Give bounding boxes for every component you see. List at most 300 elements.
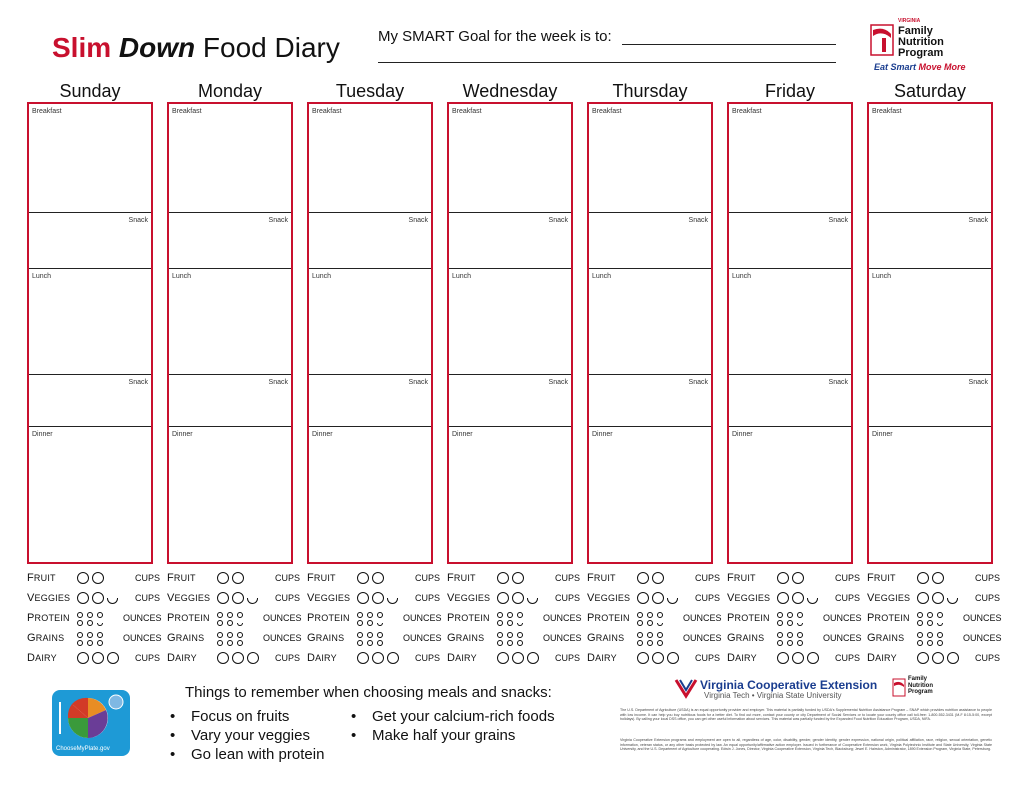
tuesday-breakfast-entry-0[interactable] bbox=[309, 104, 431, 212]
friday-snack-entry-1[interactable] bbox=[729, 212, 851, 268]
serving-circle[interactable] bbox=[227, 632, 233, 638]
serving-circle[interactable] bbox=[227, 640, 233, 646]
snack-label: Snack bbox=[828, 217, 848, 224]
tracker-unit-label: CUPS bbox=[135, 593, 161, 603]
serving-half-circle[interactable] bbox=[657, 623, 663, 626]
day-box-friday bbox=[727, 102, 853, 564]
breakfast-label: Breakfast bbox=[732, 108, 762, 115]
thursday-tracker-protein bbox=[587, 612, 721, 628]
saturday-tracker-protein bbox=[867, 612, 1001, 628]
saturday-tracker-grains bbox=[867, 632, 1001, 648]
serving-circle[interactable] bbox=[367, 640, 373, 646]
tracker-unit-label: CUPS bbox=[695, 573, 721, 583]
tracker-category-label: VEGGIES bbox=[447, 592, 491, 604]
serving-circle[interactable] bbox=[932, 572, 944, 584]
snack-label: Snack bbox=[128, 217, 148, 224]
tracker-unit-label: CUPS bbox=[135, 653, 161, 663]
serving-circle[interactable] bbox=[507, 612, 513, 618]
tuesday-snack-entry-1[interactable] bbox=[309, 212, 431, 268]
saturday-tracker-veggies bbox=[867, 592, 1001, 608]
serving-circle[interactable] bbox=[377, 632, 383, 638]
vce-fnp-swoosh-icon bbox=[892, 678, 906, 698]
serving-circle[interactable] bbox=[797, 612, 803, 618]
thursday-tracker-veggies bbox=[587, 592, 721, 608]
serving-circle[interactable] bbox=[657, 640, 663, 646]
serving-half-circle[interactable] bbox=[247, 598, 258, 604]
wednesday-lunch-entry-2[interactable] bbox=[449, 268, 571, 374]
monday-tracker-fruit bbox=[167, 572, 301, 588]
serving-circle[interactable] bbox=[497, 592, 509, 604]
day-box-thursday bbox=[587, 102, 713, 564]
serving-circle[interactable] bbox=[217, 592, 229, 604]
serving-half-circle[interactable] bbox=[937, 623, 943, 626]
tracker-category-label: DAIRY bbox=[727, 652, 757, 664]
snack-label: Snack bbox=[548, 217, 568, 224]
tracker-category-label: DAIRY bbox=[27, 652, 57, 664]
breakfast-label: Breakfast bbox=[312, 108, 342, 115]
snack-label: Snack bbox=[548, 379, 568, 386]
thursday-tracker-fruit bbox=[587, 572, 721, 588]
saturday-snack-entry-1[interactable] bbox=[869, 212, 991, 268]
snack-label: Snack bbox=[968, 217, 988, 224]
serving-circle[interactable] bbox=[217, 652, 229, 664]
serving-circle[interactable] bbox=[77, 632, 83, 638]
serving-circle[interactable] bbox=[647, 612, 653, 618]
tracker-unit-label: CUPS bbox=[275, 593, 301, 603]
monday-snack-entry-3[interactable] bbox=[169, 374, 291, 426]
sunday-snack-entry-3[interactable] bbox=[29, 374, 151, 426]
serving-circle[interactable] bbox=[92, 572, 104, 584]
serving-half-circle[interactable] bbox=[807, 598, 818, 604]
tracker-category-label: PROTEIN bbox=[27, 612, 70, 624]
tracker-category-label: PROTEIN bbox=[587, 612, 630, 624]
serving-circle[interactable] bbox=[497, 652, 509, 664]
serving-circle[interactable] bbox=[797, 632, 803, 638]
fnp-slogan-move-more: Move More bbox=[918, 62, 966, 72]
serving-circle[interactable] bbox=[932, 592, 944, 604]
friday-tracker-dairy bbox=[727, 652, 861, 668]
serving-circle[interactable] bbox=[232, 652, 244, 664]
serving-circle[interactable] bbox=[92, 592, 104, 604]
serving-circle[interactable] bbox=[227, 620, 233, 626]
serving-circle[interactable] bbox=[372, 572, 384, 584]
tracker-category-label: FRUIT bbox=[27, 572, 56, 584]
wednesday-breakfast-entry-0[interactable] bbox=[449, 104, 571, 212]
serving-circle[interactable] bbox=[512, 592, 524, 604]
serving-circle[interactable] bbox=[357, 640, 363, 646]
tracker-unit-label: OUNCES bbox=[263, 633, 302, 643]
friday-tracker-protein bbox=[727, 612, 861, 628]
serving-circle[interactable] bbox=[787, 612, 793, 618]
lunch-label: Lunch bbox=[312, 273, 332, 280]
serving-circle[interactable] bbox=[87, 620, 93, 626]
serving-circle[interactable] bbox=[377, 612, 383, 618]
lunch-label: Lunch bbox=[732, 273, 752, 280]
tracker-unit-label: CUPS bbox=[555, 653, 581, 663]
serving-circle[interactable] bbox=[777, 572, 789, 584]
serving-circle[interactable] bbox=[647, 640, 653, 646]
snack-label: Snack bbox=[968, 379, 988, 386]
tracker-category-label: PROTEIN bbox=[727, 612, 770, 624]
serving-circle[interactable] bbox=[657, 632, 663, 638]
wednesday-tracker-protein bbox=[447, 612, 581, 628]
tuesday-dinner-entry-4[interactable] bbox=[309, 426, 431, 566]
serving-circle[interactable] bbox=[497, 572, 509, 584]
serving-circle[interactable] bbox=[77, 620, 83, 626]
serving-circle[interactable] bbox=[917, 572, 929, 584]
friday-breakfast-entry-0[interactable] bbox=[729, 104, 851, 212]
serving-circle[interactable] bbox=[517, 612, 523, 618]
thursday-snack-entry-3[interactable] bbox=[589, 374, 711, 426]
wednesday-tracker-grains bbox=[447, 632, 581, 648]
monday-snack-entry-1[interactable] bbox=[169, 212, 291, 268]
wednesday-tracker-fruit bbox=[447, 572, 581, 588]
smart-goal-line-2[interactable] bbox=[378, 62, 836, 63]
saturday-snack-entry-3[interactable] bbox=[869, 374, 991, 426]
title-slim: Slim bbox=[52, 32, 112, 63]
serving-circle[interactable] bbox=[497, 632, 503, 638]
vce-mark-icon bbox=[674, 676, 698, 700]
serving-circle[interactable] bbox=[777, 620, 783, 626]
day-box-monday bbox=[167, 102, 293, 564]
tracker-category-label: FRUIT bbox=[307, 572, 336, 584]
tuesday-snack-entry-3[interactable] bbox=[309, 374, 431, 426]
tracker-category-label: FRUIT bbox=[167, 572, 196, 584]
monday-tracker-dairy bbox=[167, 652, 301, 668]
monday-breakfast-entry-0[interactable] bbox=[169, 104, 291, 212]
serving-circle[interactable] bbox=[787, 620, 793, 626]
saturday-dinner-entry-4[interactable] bbox=[869, 426, 991, 566]
serving-half-circle[interactable] bbox=[527, 598, 538, 604]
serving-circle[interactable] bbox=[917, 652, 929, 664]
serving-half-circle[interactable] bbox=[107, 598, 118, 604]
serving-half-circle[interactable] bbox=[97, 623, 103, 626]
breakfast-label: Breakfast bbox=[592, 108, 622, 115]
serving-circle[interactable] bbox=[917, 592, 929, 604]
serving-circle[interactable] bbox=[777, 632, 783, 638]
serving-circle[interactable] bbox=[217, 632, 223, 638]
serving-circle[interactable] bbox=[927, 620, 933, 626]
fine-print-usda: The U.S. Department of Agriculture (USDA) is an equal opportunity provider and employer. This material is partially funded by USDA's Supplemental Nutrition Assistance Program – SNAP which provides nutrition assistance to people with low income. It can help you buy nutritious foods for a better diet. To find out more, contact your county or city Department of Social Services or to locate your county office call toll-free: 1-800-552-3431 (M-F 8:15-5:00, except holidays). By calling your local DSS office, you can get other useful information about services. This material was partially funded by the Expanded Food Nutrition Education Program, USDA, NIFA. bbox=[620, 708, 992, 721]
serving-circle[interactable] bbox=[507, 632, 513, 638]
wednesday-tracker-veggies bbox=[447, 592, 581, 608]
tracker-unit-label: OUNCES bbox=[123, 633, 162, 643]
tracker-category-label: PROTEIN bbox=[447, 612, 490, 624]
breakfast-label: Breakfast bbox=[872, 108, 902, 115]
tracker-category-label: PROTEIN bbox=[307, 612, 350, 624]
dinner-label: Dinner bbox=[312, 431, 333, 438]
monday-tracker-protein bbox=[167, 612, 301, 628]
serving-circle[interactable] bbox=[377, 640, 383, 646]
serving-circle[interactable] bbox=[77, 572, 89, 584]
fnp-swoosh-icon bbox=[870, 24, 896, 60]
serving-circle[interactable] bbox=[97, 632, 103, 638]
monday-lunch-entry-2[interactable] bbox=[169, 268, 291, 374]
tracker-category-label: FRUIT bbox=[727, 572, 756, 584]
family-nutrition-program-logo bbox=[870, 18, 980, 72]
fnp-state: VIRGINIA bbox=[898, 18, 921, 24]
serving-circle[interactable] bbox=[937, 612, 943, 618]
tuesday-tracker-veggies bbox=[307, 592, 441, 608]
serving-circle[interactable] bbox=[507, 620, 513, 626]
tracker-unit-label: OUNCES bbox=[963, 613, 1002, 623]
serving-circle[interactable] bbox=[777, 640, 783, 646]
thursday-breakfast-entry-0[interactable] bbox=[589, 104, 711, 212]
serving-circle[interactable] bbox=[777, 652, 789, 664]
tracker-category-label: GRAINS bbox=[167, 632, 205, 644]
fnp-slogan bbox=[874, 62, 966, 72]
serving-circle[interactable] bbox=[917, 620, 923, 626]
tracker-category-label: VEGGIES bbox=[307, 592, 351, 604]
tracker-category-label: FRUIT bbox=[867, 572, 896, 584]
serving-circle[interactable] bbox=[647, 620, 653, 626]
serving-half-circle[interactable] bbox=[377, 623, 383, 626]
tracker-category-label: VEGGIES bbox=[27, 592, 71, 604]
tracker-unit-label: CUPS bbox=[555, 573, 581, 583]
serving-circle[interactable] bbox=[637, 632, 643, 638]
serving-circle[interactable] bbox=[637, 612, 643, 618]
serving-circle[interactable] bbox=[652, 652, 664, 664]
tracker-unit-label: CUPS bbox=[415, 573, 441, 583]
dinner-label: Dinner bbox=[732, 431, 753, 438]
serving-circle[interactable] bbox=[637, 592, 649, 604]
wednesday-snack-entry-3[interactable] bbox=[449, 374, 571, 426]
title-rest: Food Diary bbox=[202, 32, 340, 63]
serving-circle[interactable] bbox=[792, 652, 804, 664]
tracker-category-label: GRAINS bbox=[867, 632, 905, 644]
fnp-name-line1: Family bbox=[898, 25, 933, 37]
serving-circle[interactable] bbox=[652, 592, 664, 604]
sunday-tracker-protein bbox=[27, 612, 161, 628]
serving-circle[interactable] bbox=[517, 640, 523, 646]
serving-circle[interactable] bbox=[777, 592, 789, 604]
serving-circle[interactable] bbox=[357, 652, 369, 664]
saturday-lunch-entry-2[interactable] bbox=[869, 268, 991, 374]
serving-circle[interactable] bbox=[237, 640, 243, 646]
serving-circle[interactable] bbox=[97, 640, 103, 646]
serving-circle[interactable] bbox=[787, 632, 793, 638]
serving-circle[interactable] bbox=[927, 640, 933, 646]
serving-circle[interactable] bbox=[217, 620, 223, 626]
serving-circle[interactable] bbox=[372, 592, 384, 604]
fnp-name-line3: Program bbox=[898, 47, 944, 59]
wednesday-dinner-entry-4[interactable] bbox=[449, 426, 571, 566]
serving-circle[interactable] bbox=[77, 612, 83, 618]
serving-circle[interactable] bbox=[917, 632, 923, 638]
lunch-label: Lunch bbox=[592, 273, 612, 280]
serving-circle[interactable] bbox=[357, 572, 369, 584]
serving-circle[interactable] bbox=[787, 640, 793, 646]
serving-circle[interactable] bbox=[367, 620, 373, 626]
serving-circle[interactable] bbox=[232, 572, 244, 584]
tracker-unit-label: OUNCES bbox=[263, 613, 302, 623]
wednesday-snack-entry-1[interactable] bbox=[449, 212, 571, 268]
serving-circle[interactable] bbox=[637, 640, 643, 646]
snack-label: Snack bbox=[128, 379, 148, 386]
serving-circle[interactable] bbox=[917, 640, 923, 646]
vce-fnp-line2: Nutrition bbox=[908, 682, 933, 689]
serving-circle[interactable] bbox=[372, 652, 384, 664]
serving-circle[interactable] bbox=[527, 652, 539, 664]
tip-calcium-rich: • Get your calcium-rich foods bbox=[372, 708, 555, 725]
serving-circle[interactable] bbox=[217, 612, 223, 618]
dinner-label: Dinner bbox=[172, 431, 193, 438]
tracker-category-label: GRAINS bbox=[727, 632, 765, 644]
day-name-sunday: Sunday bbox=[59, 81, 121, 101]
sunday-tracker-veggies bbox=[27, 592, 161, 608]
vce-fnp-line3: Program bbox=[908, 689, 933, 695]
serving-circle[interactable] bbox=[512, 572, 524, 584]
serving-half-circle[interactable] bbox=[237, 623, 243, 626]
serving-circle[interactable] bbox=[507, 640, 513, 646]
tracker-unit-label: CUPS bbox=[275, 653, 301, 663]
serving-circle[interactable] bbox=[792, 592, 804, 604]
vce-title: Virginia Cooperative Extension bbox=[700, 678, 878, 692]
serving-circle[interactable] bbox=[637, 572, 649, 584]
day-name-saturday: Saturday bbox=[893, 81, 967, 101]
tracker-unit-label: OUNCES bbox=[543, 633, 582, 643]
serving-circle[interactable] bbox=[357, 632, 363, 638]
serving-circle[interactable] bbox=[917, 612, 923, 618]
snack-label: Snack bbox=[828, 379, 848, 386]
serving-half-circle[interactable] bbox=[797, 623, 803, 626]
day-name-tuesday: Tuesday bbox=[335, 81, 405, 101]
day-box-saturday bbox=[867, 102, 993, 564]
serving-circle[interactable] bbox=[497, 620, 503, 626]
serving-circle[interactable] bbox=[792, 572, 804, 584]
smart-goal-line-1[interactable] bbox=[622, 44, 836, 45]
sunday-snack-entry-1[interactable] bbox=[29, 212, 151, 268]
sunday-breakfast-entry-0[interactable] bbox=[29, 104, 151, 212]
serving-circle[interactable] bbox=[657, 612, 663, 618]
thursday-snack-entry-1[interactable] bbox=[589, 212, 711, 268]
serving-circle[interactable] bbox=[237, 632, 243, 638]
day-box-tuesday bbox=[307, 102, 433, 564]
serving-circle[interactable] bbox=[637, 652, 649, 664]
serving-circle[interactable] bbox=[92, 652, 104, 664]
serving-circle[interactable] bbox=[947, 652, 959, 664]
serving-circle[interactable] bbox=[497, 640, 503, 646]
serving-circle[interactable] bbox=[87, 640, 93, 646]
serving-circle[interactable] bbox=[637, 620, 643, 626]
tuesday-lunch-entry-2[interactable] bbox=[309, 268, 431, 374]
sunday-dinner-entry-4[interactable] bbox=[29, 426, 151, 566]
serving-circle[interactable] bbox=[807, 652, 819, 664]
serving-half-circle[interactable] bbox=[947, 598, 958, 604]
dinner-label: Dinner bbox=[452, 431, 473, 438]
tracker-category-label: FRUIT bbox=[587, 572, 616, 584]
serving-circle[interactable] bbox=[232, 592, 244, 604]
tuesday-tracker-protein bbox=[307, 612, 441, 628]
friday-tracker-fruit bbox=[727, 572, 861, 588]
serving-circle[interactable] bbox=[652, 572, 664, 584]
serving-circle[interactable] bbox=[512, 652, 524, 664]
serving-circle[interactable] bbox=[367, 632, 373, 638]
serving-circle[interactable] bbox=[667, 652, 679, 664]
serving-circle[interactable] bbox=[647, 632, 653, 638]
friday-lunch-entry-2[interactable] bbox=[729, 268, 851, 374]
tuesday-tracker-grains bbox=[307, 632, 441, 648]
snack-label: Snack bbox=[688, 217, 708, 224]
tracker-unit-label: CUPS bbox=[835, 593, 861, 603]
tracker-unit-label: CUPS bbox=[695, 593, 721, 603]
friday-snack-entry-3[interactable] bbox=[729, 374, 851, 426]
serving-half-circle[interactable] bbox=[517, 623, 523, 626]
serving-circle[interactable] bbox=[927, 612, 933, 618]
serving-circle[interactable] bbox=[927, 632, 933, 638]
serving-circle[interactable] bbox=[87, 632, 93, 638]
tracker-unit-label: CUPS bbox=[555, 593, 581, 603]
serving-circle[interactable] bbox=[217, 572, 229, 584]
serving-circle[interactable] bbox=[497, 612, 503, 618]
saturday-breakfast-entry-0[interactable] bbox=[869, 104, 991, 212]
serving-circle[interactable] bbox=[237, 612, 243, 618]
friday-tracker-veggies bbox=[727, 592, 861, 608]
serving-circle[interactable] bbox=[357, 592, 369, 604]
tracker-category-label: VEGGIES bbox=[167, 592, 211, 604]
breakfast-label: Breakfast bbox=[452, 108, 482, 115]
tip-focus-on-fruits: • Focus on fruits bbox=[191, 708, 289, 725]
tracker-unit-label: OUNCES bbox=[543, 613, 582, 623]
serving-circle[interactable] bbox=[387, 652, 399, 664]
serving-circle[interactable] bbox=[77, 652, 89, 664]
serving-circle[interactable] bbox=[227, 612, 233, 618]
serving-circle[interactable] bbox=[937, 640, 943, 646]
serving-half-circle[interactable] bbox=[667, 598, 678, 604]
serving-circle[interactable] bbox=[937, 632, 943, 638]
tracker-unit-label: OUNCES bbox=[403, 613, 442, 623]
tracker-unit-label: OUNCES bbox=[823, 613, 862, 623]
remember-title: Things to remember when choosing meals and snacks: bbox=[185, 684, 552, 701]
fine-print-vce: Virginia Cooperative Extension programs and employment are open to all, regardless of age, color, disability, gender, gender identity, gender expression, national origin, political affiliation, race, religion, sexual orientation, genetic information, veteran status, or any other basis protected by law. An equal opportunity/affirmative action employer. Issued in furtherance of Cooperative Extension work, Virginia Polytechnic Institute and State University, Virginia State University, and the U.S. Department of Agriculture cooperating. Edwin J. Jones, Director, Virginia Cooperative Extension, Virginia Tech, Blacksburg; Jewel E. Hairston, Administrator, 1890 Extension Program, Virginia State, Petersburg. bbox=[620, 738, 992, 751]
friday-dinner-entry-4[interactable] bbox=[729, 426, 851, 566]
lunch-label: Lunch bbox=[872, 273, 892, 280]
serving-half-circle[interactable] bbox=[387, 598, 398, 604]
tracker-category-label: VEGGIES bbox=[867, 592, 911, 604]
dinner-label: Dinner bbox=[872, 431, 893, 438]
dinner-label: Dinner bbox=[32, 431, 53, 438]
serving-circle[interactable] bbox=[517, 632, 523, 638]
vce-fnp-line1: Family bbox=[908, 676, 928, 682]
serving-circle[interactable] bbox=[247, 652, 259, 664]
serving-circle[interactable] bbox=[357, 612, 363, 618]
vce-subtitle: Virginia Tech • Virginia State University bbox=[704, 691, 842, 700]
lunch-label: Lunch bbox=[452, 273, 472, 280]
serving-circle[interactable] bbox=[777, 612, 783, 618]
thursday-lunch-entry-2[interactable] bbox=[589, 268, 711, 374]
snack-label: Snack bbox=[268, 379, 288, 386]
serving-circle[interactable] bbox=[107, 652, 119, 664]
serving-circle[interactable] bbox=[97, 612, 103, 618]
breakfast-label: Breakfast bbox=[172, 108, 202, 115]
serving-circle[interactable] bbox=[217, 640, 223, 646]
serving-circle[interactable] bbox=[87, 612, 93, 618]
sunday-lunch-entry-2[interactable] bbox=[29, 268, 151, 374]
serving-circle[interactable] bbox=[797, 640, 803, 646]
serving-circle[interactable] bbox=[357, 620, 363, 626]
monday-dinner-entry-4[interactable] bbox=[169, 426, 291, 566]
serving-circle[interactable] bbox=[77, 592, 89, 604]
serving-circle[interactable] bbox=[932, 652, 944, 664]
vce-fnp-logo bbox=[892, 676, 962, 702]
tracker-category-label: GRAINS bbox=[27, 632, 65, 644]
saturday-tracker-fruit bbox=[867, 572, 1001, 588]
serving-circle[interactable] bbox=[367, 612, 373, 618]
choose-my-plate-text: ChooseMyPlate.gov bbox=[56, 746, 110, 752]
thursday-dinner-entry-4[interactable] bbox=[589, 426, 711, 566]
tracker-unit-label: OUNCES bbox=[683, 633, 722, 643]
serving-circle[interactable] bbox=[77, 640, 83, 646]
